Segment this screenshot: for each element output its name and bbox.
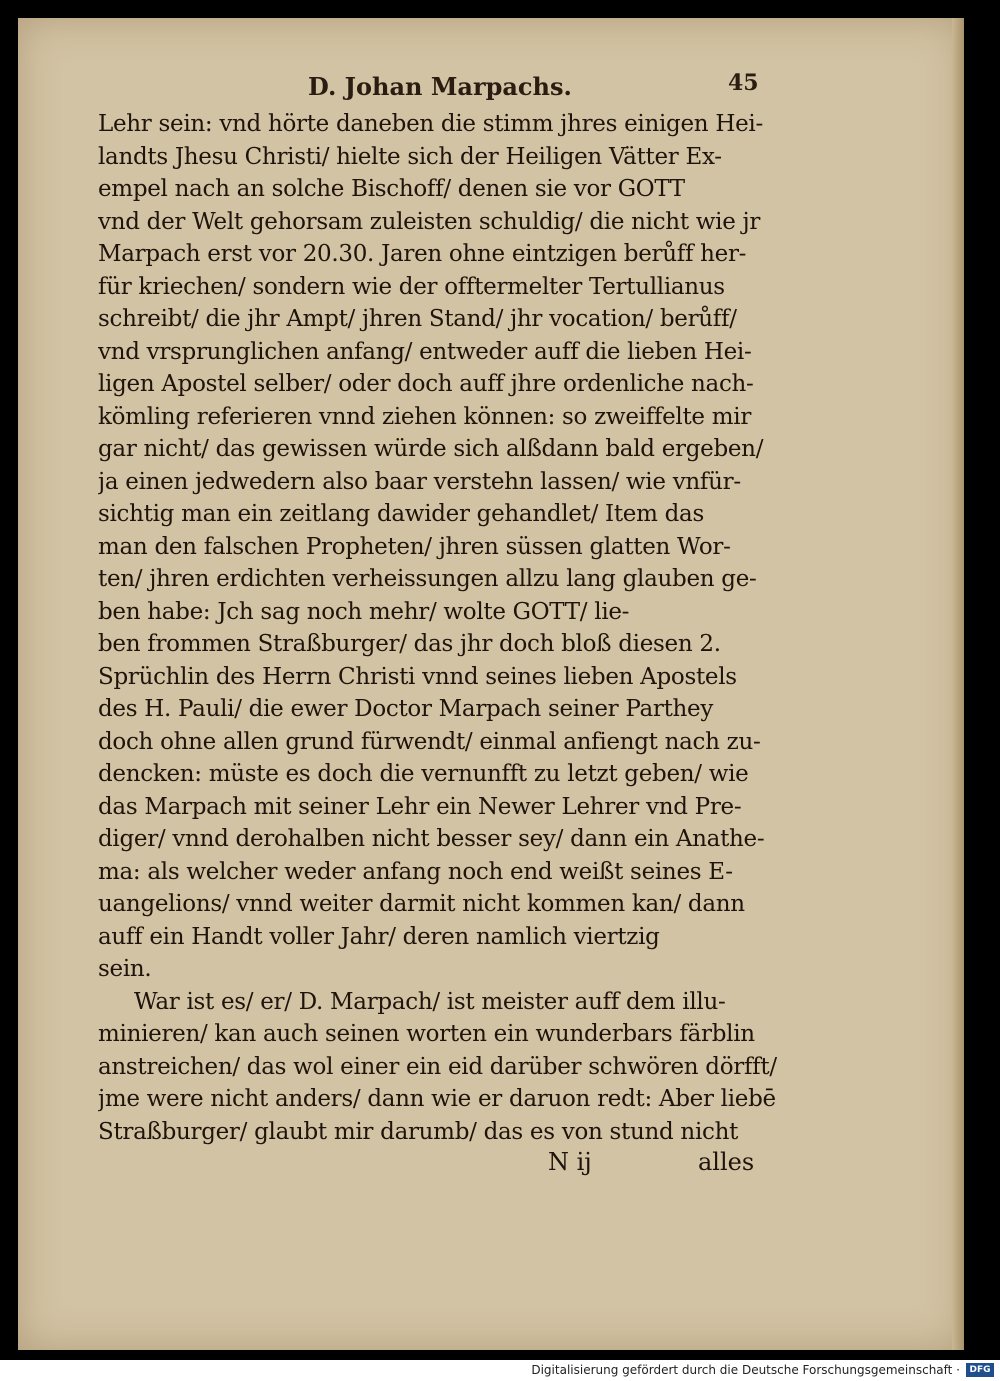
text-line: ben frommen Straßburger/ das jhr doch bloß diesen 2.	[98, 631, 721, 657]
text-line: ten/ jhren erdichten verheissungen allzu lang glauben ge-	[98, 566, 757, 592]
text-line: Lehr sein: vnd hörte daneben die stimm jhres einigen Hei-	[98, 111, 763, 137]
text-line: Marpach erst vor 20.30. Jaren ohne eintzigen berůff her-	[98, 241, 747, 267]
text-line: anstreichen/ das wol einer ein eid darüber schwören dörfft/	[98, 1053, 777, 1080]
page-edge	[952, 18, 964, 1350]
text-line: ben habe: Jch sag noch mehr/ wolte GOTT/ lie-	[98, 598, 630, 625]
text-line: Straßburger/ glaubt mir darumb/ das es von stund nicht	[98, 1118, 739, 1145]
text-line: auff ein Handt voller Jahr/ deren namlich viertzig	[98, 923, 660, 950]
credit-bar	[0, 1360, 1000, 1381]
text-line: man den falschen Propheten/ jhren süssen glatten Wor-	[98, 533, 731, 560]
text-line-paragraph-start: War ist es/ er/ D. Marpach/ ist meister auff dem illu-	[134, 988, 726, 1015]
text-line: doch ohne allen grund fürwendt/ einmal anfiengt nach zu-	[98, 728, 761, 755]
funding-credit: Digitalisierung gefördert durch die Deutsche Forschungsgemeinschaft ·	[531, 1363, 960, 1377]
text-line: dencken: müste es doch die vernunfft zu letzt geben/ wie	[98, 761, 749, 787]
text-line: ligen Apostel selber/ oder doch auff jhre ordenliche nach-	[98, 371, 754, 397]
text-line: diger/ vnnd derohalben nicht besser sey/ dann ein Anathe-	[98, 826, 765, 852]
text-line: vnd vrsprunglichen anfang/ entweder auff die lieben Hei-	[98, 338, 752, 365]
running-head: D. Johan Marpachs.	[308, 72, 572, 101]
page-number: 45	[728, 70, 759, 96]
text-line: empel nach an solche Bischoff/ denen sie vor GOTT	[98, 176, 685, 202]
page-header	[18, 62, 964, 102]
text-line: vnd der Welt gehorsam zuleisten schuldig/ die nicht wie jr	[98, 208, 761, 235]
catchword: alles	[698, 1148, 755, 1176]
text-line: des H. Pauli/ die ewer Doctor Marpach seiner Parthey	[98, 696, 714, 722]
page-footer	[98, 1148, 778, 1182]
text-line: minieren/ kan auch seinen worten ein wunderbars färblin	[98, 1021, 755, 1047]
text-line: sichtig man ein zeitlang dawider gehandlet/ Item das	[98, 501, 704, 527]
text-line: jme were nicht anders/ dann wie er daruon redt: Aber liebē	[98, 1086, 776, 1112]
text-line: gar nicht/ das gewissen würde sich alßdann bald ergeben/	[98, 436, 764, 462]
text-line: ja einen jedwedern also baar verstehn lassen/ wie vnfür-	[98, 468, 741, 495]
text-line: sein.	[98, 956, 152, 982]
text-line: uangelions/ vnnd weiter darmit nicht kommen kan/ dann	[98, 891, 745, 917]
signature-mark: N ij	[548, 1148, 592, 1176]
text-line: kömling referieren vnnd ziehen können: so zweiffelte mir	[98, 403, 752, 430]
book-page	[18, 18, 964, 1350]
text-line: ma: als welcher weder anfang noch end weißt seines E-	[98, 858, 733, 885]
body-text	[98, 108, 778, 1148]
text-line: schreibt/ die jhr Ampt/ jhren Stand/ jhr vocation/ berůff/	[98, 306, 737, 332]
text-line: landts Jhesu Christi/ hielte sich der Heiligen Vätter Ex-	[98, 143, 722, 170]
dfg-logo: DFG	[966, 1363, 994, 1377]
text-line: für kriechen/ sondern wie der offtermelter Tertullianus	[98, 273, 725, 300]
text-line: Sprüchlin des Herrn Christi vnnd seines lieben Apostels	[98, 663, 737, 690]
text-line: das Marpach mit seiner Lehr ein Newer Lehrer vnd Pre-	[98, 793, 742, 820]
